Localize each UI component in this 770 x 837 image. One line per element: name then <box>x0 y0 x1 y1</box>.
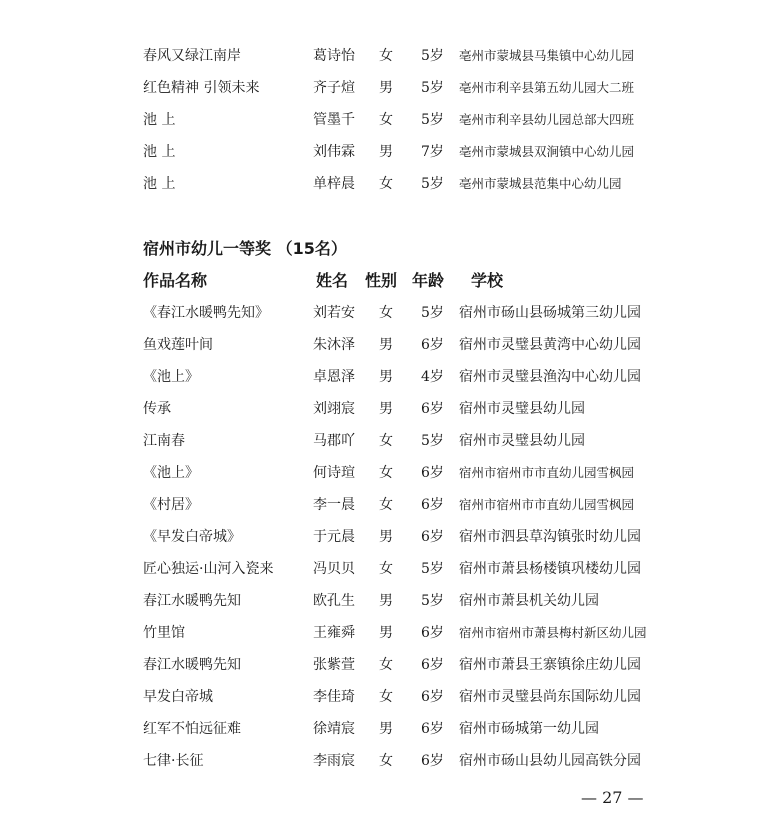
table-row <box>0 173 770 195</box>
table-row <box>0 77 770 99</box>
table-row <box>0 558 770 580</box>
student-age: 5岁 <box>421 176 444 192</box>
student-age: 6岁 <box>421 497 444 513</box>
school-name: 宿州市宿州市市直幼儿园雪枫园 <box>459 497 635 512</box>
student-gender: 女 <box>379 465 393 481</box>
school-name: 宿州市萧县机关幼儿园 <box>459 593 599 609</box>
work-title: 《池上》 <box>143 369 199 385</box>
work-title: 池 上 <box>143 144 176 160</box>
table-row <box>0 686 770 708</box>
work-title: 早发白帝城 <box>143 689 213 705</box>
student-gender: 女 <box>379 433 393 449</box>
student-name: 于元晨 <box>313 529 355 545</box>
school-name: 宿州市宿州市萧县梅村新区幼儿园 <box>459 625 647 640</box>
student-age: 4岁 <box>421 369 444 385</box>
student-age: 6岁 <box>421 657 444 673</box>
student-name: 张紫萱 <box>313 657 355 673</box>
student-name: 卓恩泽 <box>313 369 355 385</box>
school-name: 宿州市灵璧县幼儿园 <box>459 401 585 417</box>
school-name: 宿州市砀山县幼儿园高铁分园 <box>459 753 641 769</box>
school-name: 宿州市灵璧县尚东国际幼儿园 <box>459 689 641 705</box>
work-title: 鱼戏莲叶间 <box>143 337 213 353</box>
student-name: 刘若安 <box>313 305 355 321</box>
school-name: 宿州市砀山县砀城第三幼儿园 <box>459 305 641 321</box>
header-name: 姓名 <box>316 271 349 290</box>
student-name: 冯贝贝 <box>313 561 355 577</box>
student-name: 朱沐泽 <box>313 337 355 353</box>
header-school: 学校 <box>471 271 504 290</box>
work-title: 红色精神 引领未来 <box>143 80 260 96</box>
student-age: 6岁 <box>421 753 444 769</box>
table-row <box>0 462 770 484</box>
student-name: 欧孔生 <box>313 593 355 609</box>
school-name: 亳州市蒙城县范集中心幼儿园 <box>459 176 622 191</box>
student-name: 李雨宸 <box>313 753 355 769</box>
school-name: 宿州市泗县草沟镇张时幼儿园 <box>459 529 641 545</box>
work-title: 春风又绿江南岸 <box>143 48 241 64</box>
header-work-title: 作品名称 <box>143 271 208 290</box>
work-title: 传承 <box>143 401 171 417</box>
school-name: 亳州市利辛县第五幼儿园大二班 <box>459 80 635 95</box>
table-row <box>0 654 770 676</box>
student-age: 5岁 <box>421 112 444 128</box>
work-title: 江南春 <box>143 433 185 449</box>
student-name: 徐靖宸 <box>313 721 355 737</box>
table-row <box>0 398 770 420</box>
table-row <box>0 526 770 548</box>
student-gender: 男 <box>379 529 393 545</box>
school-name: 亳州市利辛县幼儿园总部大四班 <box>459 112 635 127</box>
school-name: 宿州市萧县王寨镇徐庄幼儿园 <box>459 657 641 673</box>
student-age: 7岁 <box>421 144 444 160</box>
school-name: 亳州市蒙城县马集镇中心幼儿园 <box>459 48 635 63</box>
student-gender: 女 <box>379 176 393 192</box>
table-row <box>0 718 770 740</box>
student-gender: 男 <box>379 401 393 417</box>
work-title: 《村居》 <box>143 497 199 513</box>
student-age: 6岁 <box>421 529 444 545</box>
student-gender: 男 <box>379 593 393 609</box>
student-name: 马郡吖 <box>313 433 355 449</box>
student-age: 5岁 <box>421 433 444 449</box>
page-number: — 27 — <box>581 788 644 807</box>
work-title: 春江水暖鸭先知 <box>143 657 241 673</box>
school-name: 宿州市灵璧县幼儿园 <box>459 433 585 449</box>
student-gender: 男 <box>379 80 393 96</box>
school-name: 宿州市萧县杨楼镇巩楼幼儿园 <box>459 561 641 577</box>
student-name: 齐子煊 <box>313 80 355 96</box>
student-age: 6岁 <box>421 625 444 641</box>
work-title: 竹里馆 <box>143 625 185 641</box>
work-title: 红军不怕远征难 <box>143 721 241 737</box>
table-row <box>0 334 770 356</box>
table-row <box>0 750 770 772</box>
work-title: 《池上》 <box>143 465 199 481</box>
work-title: 《早发白帝城》 <box>143 529 241 545</box>
table-row <box>0 430 770 452</box>
table-row <box>0 45 770 67</box>
student-gender: 女 <box>379 689 393 705</box>
work-title: 春江水暖鸭先知 <box>143 593 241 609</box>
work-title: 七律·长征 <box>143 753 204 769</box>
student-age: 5岁 <box>421 305 444 321</box>
section-title: 宿州市幼儿一等奖 （15名） <box>143 239 347 258</box>
student-age: 6岁 <box>421 721 444 737</box>
student-gender: 男 <box>379 337 393 353</box>
student-name: 刘伟霖 <box>313 144 355 160</box>
table-row <box>0 141 770 163</box>
table-row <box>0 590 770 612</box>
student-age: 6岁 <box>421 401 444 417</box>
table-row <box>0 366 770 388</box>
table-row <box>0 494 770 516</box>
student-age: 5岁 <box>421 593 444 609</box>
work-title: 池 上 <box>143 176 176 192</box>
school-name: 宿州市灵璧县渔沟中心幼儿园 <box>459 369 641 385</box>
table-row <box>0 302 770 324</box>
school-name: 宿州市宿州市市直幼儿园雪枫园 <box>459 465 635 480</box>
student-age: 5岁 <box>421 561 444 577</box>
student-age: 5岁 <box>421 48 444 64</box>
student-name: 刘翊宸 <box>313 401 355 417</box>
student-gender: 女 <box>379 657 393 673</box>
table-header <box>0 268 770 294</box>
student-age: 5岁 <box>421 80 444 96</box>
student-gender: 男 <box>379 144 393 160</box>
student-name: 何诗瑄 <box>313 465 355 481</box>
student-name: 王雍舜 <box>313 625 355 641</box>
student-gender: 女 <box>379 112 393 128</box>
student-gender: 男 <box>379 625 393 641</box>
student-age: 6岁 <box>421 689 444 705</box>
table-row <box>0 109 770 131</box>
student-gender: 女 <box>379 497 393 513</box>
school-name: 宿州市砀城第一幼儿园 <box>459 721 599 737</box>
work-title: 匠心独运·山河入瓷来 <box>143 561 274 577</box>
student-name: 管墨千 <box>313 112 355 128</box>
student-gender: 女 <box>379 753 393 769</box>
student-name: 葛诗怡 <box>313 48 355 64</box>
student-age: 6岁 <box>421 337 444 353</box>
school-name: 亳州市蒙城县双涧镇中心幼儿园 <box>459 144 635 159</box>
student-name: 李佳琦 <box>313 689 355 705</box>
table-row <box>0 622 770 644</box>
student-age: 6岁 <box>421 465 444 481</box>
header-gender: 性别 <box>365 271 398 290</box>
student-gender: 女 <box>379 561 393 577</box>
student-gender: 男 <box>379 369 393 385</box>
student-gender: 男 <box>379 721 393 737</box>
header-age: 年龄 <box>412 271 445 290</box>
student-gender: 女 <box>379 305 393 321</box>
student-name: 李一晨 <box>313 497 355 513</box>
work-title: 池 上 <box>143 112 176 128</box>
student-gender: 女 <box>379 48 393 64</box>
student-name: 单梓晨 <box>313 176 355 192</box>
work-title: 《春江水暖鸭先知》 <box>143 305 269 321</box>
school-name: 宿州市灵璧县黄湾中心幼儿园 <box>459 337 641 353</box>
